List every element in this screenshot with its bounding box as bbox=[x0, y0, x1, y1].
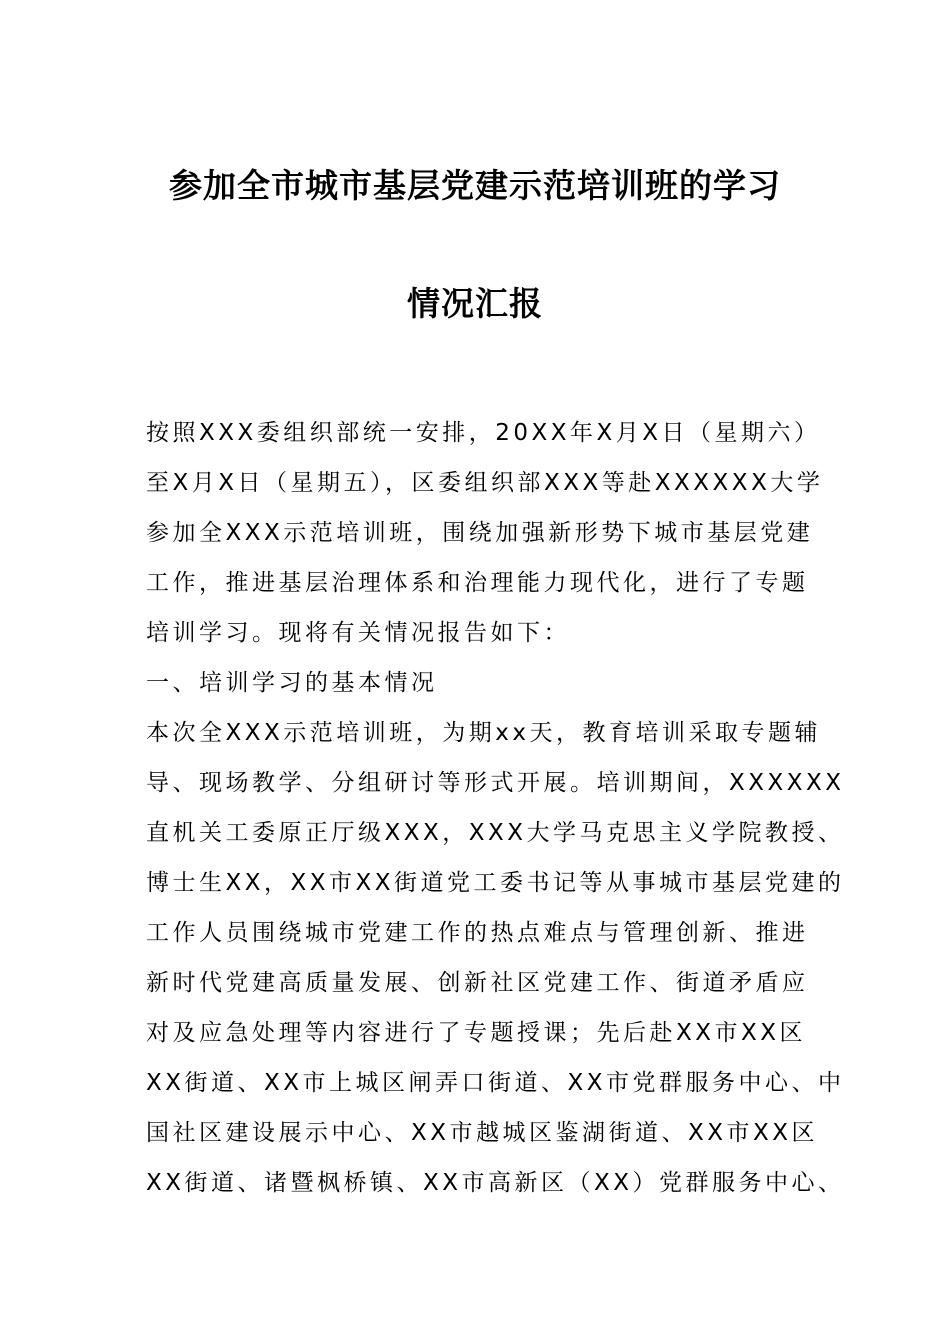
body-line: 参加全XXX示范培训班，围绕加强新形势下城市基层党建 bbox=[146, 520, 814, 546]
body-line: 导、现场教学、分组研讨等形式开展。培训期间，XXXXXX bbox=[146, 770, 845, 796]
body-line: 博士生XX，XX市XX街道党工委书记等从事城市基层党建的 bbox=[146, 870, 845, 896]
body-line: 按照XXX委组织部统一安排，20XX年X月X日（星期六） bbox=[146, 420, 821, 446]
body-line: 直机关工委原正厅级XXX，XXX大学马克思主义学院教授、 bbox=[146, 820, 845, 846]
body-line: 国社区建设展示中心、XX市越城区鉴湖街道、XX市XX区 bbox=[146, 1120, 819, 1146]
body-line: XX街道、诸暨枫桥镇、XX市高新区（XX）党群服务中心、 bbox=[146, 1170, 845, 1196]
body-line: 本次全XXX示范培训班，为期xx天，教育培训采取专题辅 bbox=[146, 720, 821, 746]
body-line: 培训学习。现将有关情况报告如下： bbox=[146, 620, 570, 646]
body-line: 至X月X日（星期五），区委组织部XXX等赴XXXXXX大学 bbox=[146, 470, 824, 496]
body-line: 工作人员围绕城市党建工作的热点难点与管理创新、推进 bbox=[146, 920, 809, 946]
document-title-line-1: 参加全市城市基层党建示范培训班的学习 bbox=[169, 166, 781, 205]
body-line: 新时代党建高质量发展、创新社区党建工作、街道矛盾应 bbox=[146, 970, 809, 996]
document-body bbox=[146, 408, 845, 1208]
body-line: 对及应急处理等内容进行了专题授课；先后赴XX市XX区 bbox=[146, 1020, 807, 1046]
body-line: XX街道、XX市上城区闸弄口街道、XX市党群服务中心、中 bbox=[146, 1070, 845, 1096]
document-title-line-2: 情况汇报 bbox=[407, 284, 543, 323]
section-heading: 一、培训学习的基本情况 bbox=[146, 670, 438, 696]
body-line: 工作，推进基层治理体系和治理能力现代化，进行了专题 bbox=[146, 570, 809, 596]
